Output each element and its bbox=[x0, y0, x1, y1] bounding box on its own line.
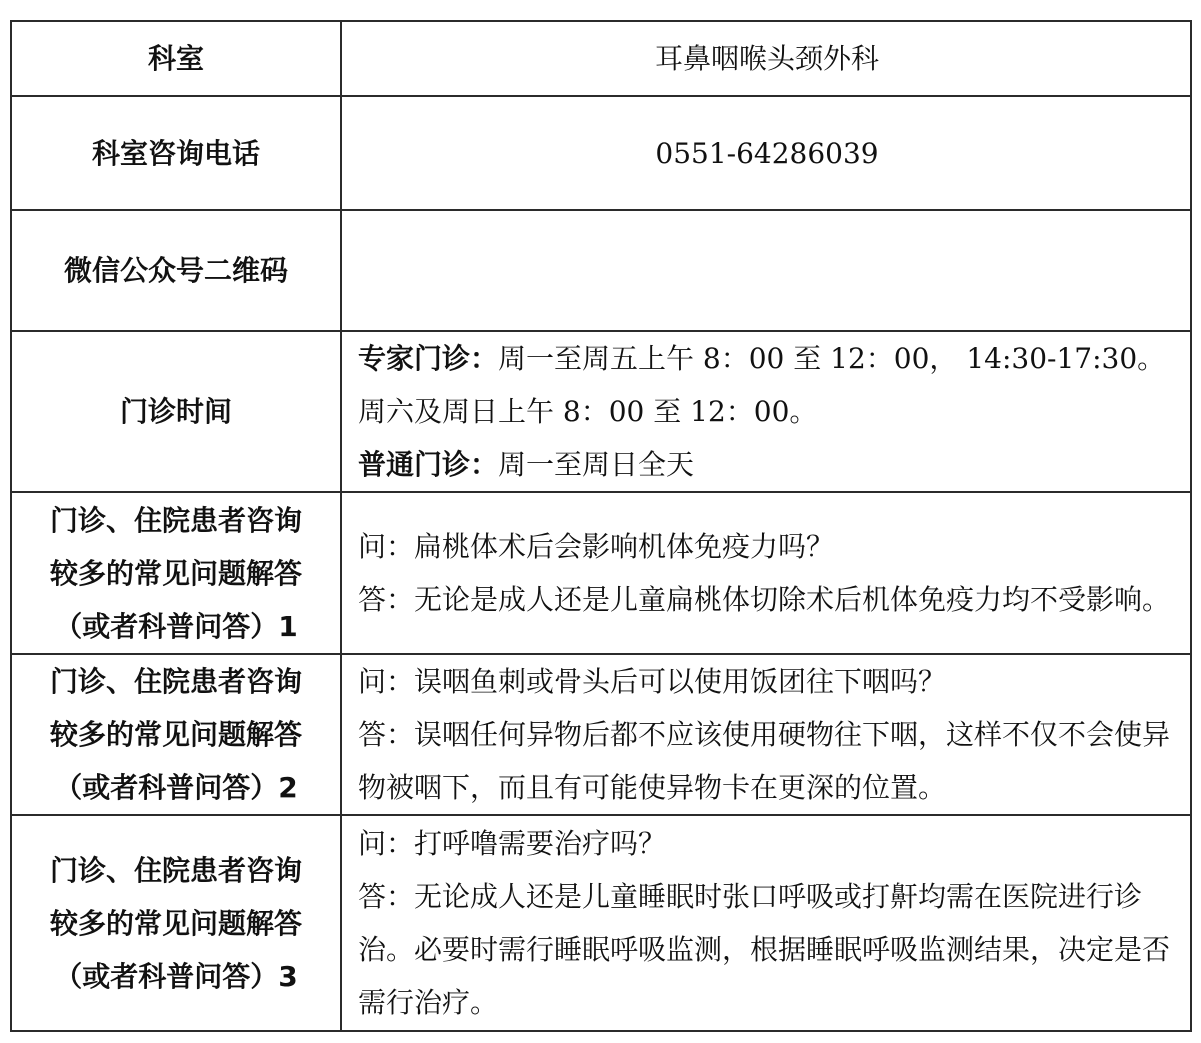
faq-label bbox=[11, 492, 341, 654]
row-faq-2 bbox=[11, 654, 1191, 815]
weekend-clinic-hours: 周六及周日上午 8：00 至 12：00。 bbox=[358, 395, 818, 428]
faq-answer: 答：无论成人还是儿童睡眠时张口呼吸或打鼾均需在医院进行诊治。必要时需行睡眠呼吸监测，根据睡眠呼吸监测结果，决定是否需行治疗。 bbox=[358, 880, 1171, 1019]
faq-number: 3 bbox=[278, 959, 298, 993]
faq-label-line1: 门诊、住院患者咨询 bbox=[49, 665, 302, 698]
faq-content bbox=[341, 815, 1191, 1031]
faq-label bbox=[11, 654, 341, 815]
row-faq-3 bbox=[11, 815, 1191, 1031]
general-clinic-prefix: 普通门诊： bbox=[358, 448, 499, 481]
faq-answer: 答：误咽任何异物后都不应该使用硬物往下咽，这样不仅不会使异物被咽下，而且有可能使异物卡在更深的位置。 bbox=[358, 718, 1171, 804]
department-info-table bbox=[10, 20, 1192, 1032]
faq-question: 问：打呼噜需要治疗吗？ bbox=[358, 827, 667, 860]
phone-value: 0551-64286039 bbox=[341, 96, 1191, 210]
general-clinic-line bbox=[358, 438, 1176, 491]
expert-clinic-hours: 周一至周五上午 8：00 至 12：00， 14:30-17:30。 bbox=[498, 342, 1166, 375]
row-wechat bbox=[11, 210, 1191, 331]
row-department bbox=[11, 21, 1191, 96]
wechat-qr-label: 微信公众号二维码 bbox=[11, 210, 341, 331]
faq-answer: 答：无论是成人还是儿童扁桃体切除术后机体免疫力均不受影响。 bbox=[358, 583, 1171, 616]
expert-clinic-line bbox=[358, 332, 1176, 385]
wechat-qr-cell bbox=[341, 210, 1191, 331]
clinic-hours-value bbox=[341, 331, 1191, 492]
faq-label-line3 bbox=[18, 600, 334, 653]
phone-label: 科室咨询电话 bbox=[11, 96, 341, 210]
clinic-hours-label: 门诊时间 bbox=[11, 331, 341, 492]
faq-number: 1 bbox=[278, 609, 298, 643]
faq-label-line3 bbox=[18, 761, 334, 814]
faq-label-line2: 较多的常见问题解答 bbox=[49, 718, 302, 751]
faq-label-line3 bbox=[18, 950, 334, 1003]
faq-label-line2: 较多的常见问题解答 bbox=[49, 906, 302, 940]
department-label: 科室 bbox=[11, 21, 341, 96]
faq-label-line2: 较多的常见问题解答 bbox=[49, 556, 302, 590]
faq-question: 问：误咽鱼刺或骨头后可以使用饭团往下咽吗？ bbox=[358, 665, 947, 698]
expert-clinic-prefix: 专家门诊： bbox=[358, 342, 499, 375]
faq-label-line3-text: （或者科普问答） bbox=[54, 609, 279, 643]
faq-content bbox=[341, 492, 1191, 654]
general-clinic-hours: 周一至周日全天 bbox=[498, 448, 695, 481]
row-faq-1 bbox=[11, 492, 1191, 654]
row-phone bbox=[11, 96, 1191, 210]
faq-label bbox=[11, 815, 341, 1031]
faq-label-line3-text: （或者科普问答） bbox=[54, 771, 279, 804]
faq-number: 2 bbox=[278, 771, 298, 804]
department-value: 耳鼻咽喉头颈外科 bbox=[341, 21, 1191, 96]
row-clinic-hours bbox=[11, 331, 1191, 492]
faq-content bbox=[341, 654, 1191, 815]
faq-label-line3-text: （或者科普问答） bbox=[54, 959, 279, 993]
faq-question: 问：扁桃体术后会影响机体免疫力吗？ bbox=[358, 530, 835, 563]
faq-label-line1: 门诊、住院患者咨询 bbox=[49, 503, 302, 537]
faq-label-line1: 门诊、住院患者咨询 bbox=[49, 853, 302, 887]
